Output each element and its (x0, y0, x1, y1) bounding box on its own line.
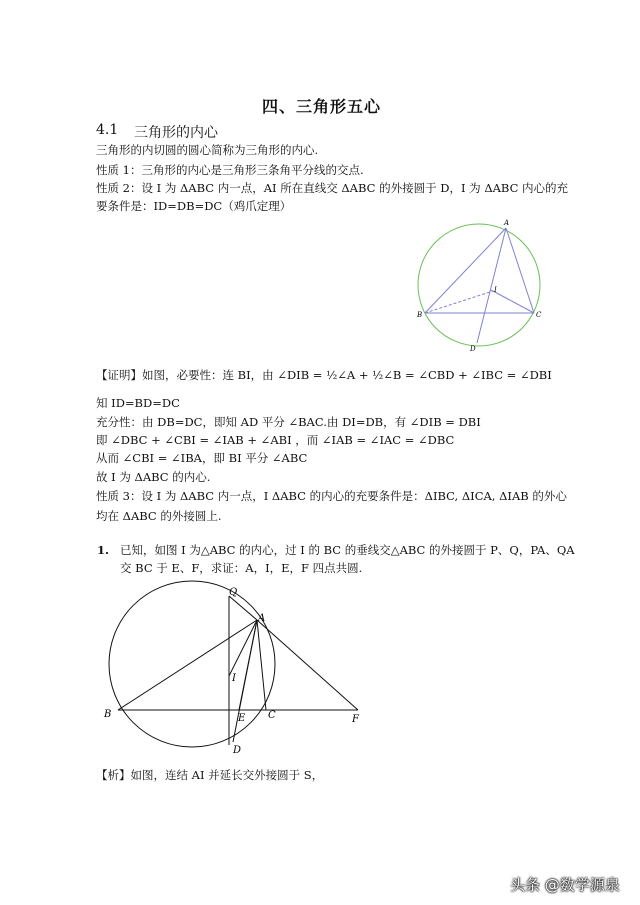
property-2-line2: 要条件是：ID=DB=DC（鸡爪定理） (96, 199, 292, 213)
side-ba (118, 620, 257, 710)
label-e: E (238, 713, 246, 724)
property-1: 性质 1：三角形的内心是三角形三条角平分线的交点. (96, 163, 364, 177)
incenter-conclusion: 故 I 为 ΔABC 的内心. (96, 470, 211, 484)
label-f: F (352, 714, 359, 725)
label-i-2: I (232, 673, 236, 684)
label-b-2: B (104, 709, 112, 720)
question-line2: 交 BC 于 E、F，求证：A，I，E，F 四点共圆. (120, 561, 363, 575)
label-i: I (494, 286, 497, 294)
watermark: 头条 @数学源泉 (510, 876, 620, 894)
label-d: D (470, 345, 476, 353)
problem-figure (96, 580, 376, 760)
label-c-2: C (268, 710, 276, 721)
bisector-line: 从而 ∠CBI = ∠IBA，即 BI 平分 ∠ABC (96, 451, 308, 465)
proof-conclusion: 知 ID=BD=DC (96, 396, 180, 410)
proof-line: 【证明】如图，必要性：连 BI，由 ∠DIB = ½∠A + ½∠B = ∠CBD + ∠IBC = ∠DBI (96, 368, 552, 382)
sufficiency-line: 充分性：由 DB=DC，即知 AD 平分 ∠BAC.由 DI=DB，有 ∠DIB = DBI (96, 415, 481, 429)
label-a: A (504, 219, 510, 227)
label-c: C (536, 311, 542, 319)
circumcircle-2 (109, 581, 275, 747)
property-3-line2: 均在 ΔABC 的外接圆上. (96, 509, 222, 523)
definition-text: 三角形的内切圆的圆心简称为三角形的内心. (96, 143, 319, 157)
label-a-2: A (258, 613, 266, 624)
property-3-line1: 性质 3：设 I 为 ΔABC 内一点，I ΔABC 的内心的充要条件是：ΔIBC, ΔICA, ΔIAB 的外心 (96, 489, 567, 503)
angle-equation: 即 ∠DBC + ∠CBI = ∠IAB + ∠ABI ，而 ∠IAB = ∠IAC = ∠DBC (96, 433, 455, 447)
property-2-line1: 性质 2：设 I 为 ΔABC 内一点，AI 所在直线交 ΔABC 的外接圆于 D，I 为 ΔABC 内心的充 (96, 181, 569, 195)
line-ad (477, 228, 506, 343)
label-q: Q (229, 587, 238, 598)
question-number: 1. (97, 543, 110, 557)
analysis-line: 【析】如图，连结 AI 并延长交外接圆于 S， (96, 768, 324, 782)
page-title: 四、三角形五心 (262, 97, 382, 116)
section-number: 4.1 (96, 122, 119, 138)
line-ai (229, 620, 257, 676)
label-d-2: D (233, 745, 242, 756)
section-heading: 三角形的内心 (134, 125, 218, 141)
incenter-figure (408, 218, 552, 358)
side-ac-2 (257, 620, 266, 710)
question-line1: 已知，如图 I 为△ABC 的内心，过 I 的 BC 的垂线交△ABC 的外接圆于 P、Q，PA、QA (120, 543, 575, 557)
label-b: B (417, 311, 423, 319)
circumcircle (418, 224, 540, 346)
line-af (257, 620, 358, 710)
